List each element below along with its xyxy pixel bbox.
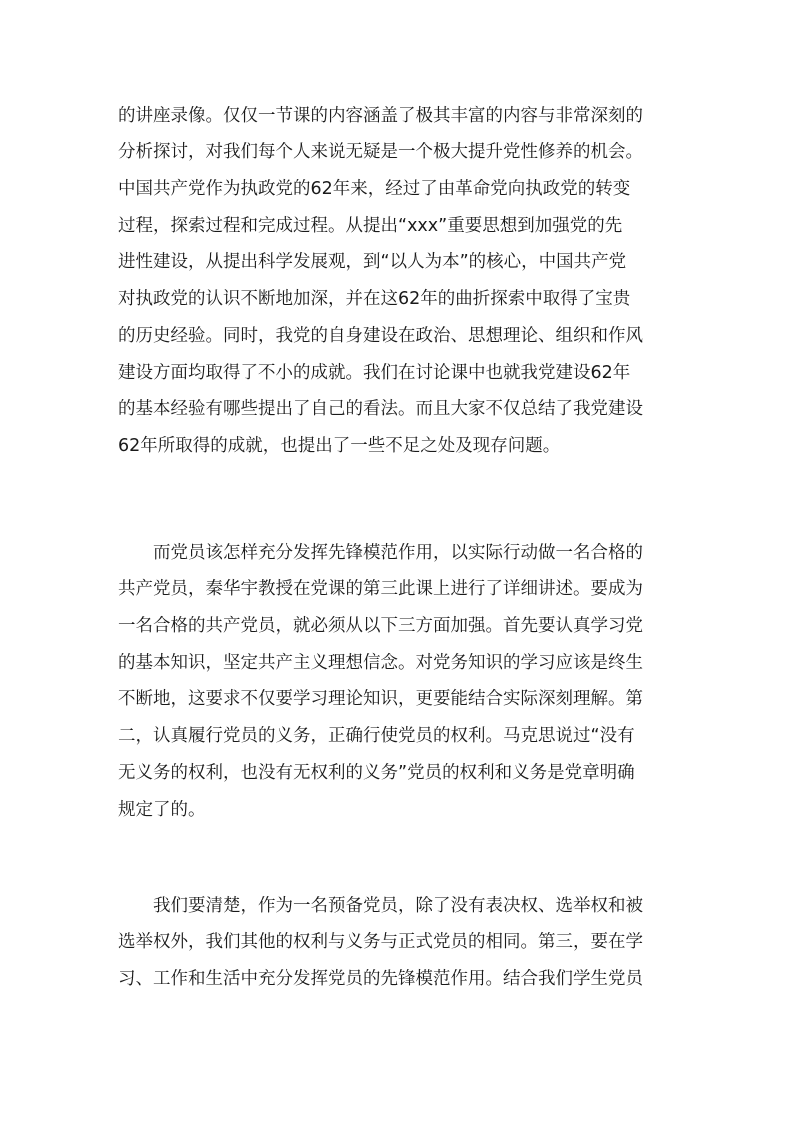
paragraph-line: 的讲座录像。仅仅一节课的内容涵盖了极其丰富的内容与非常深刻的 [118,106,643,126]
paragraph-line: 而党员该怎样充分发挥先锋模范作用，以实际行动做一名合格的 [118,543,643,563]
paragraph-line: 的基本知识，坚定共产主义理想信念。对党务知识的学习应该是终生 [118,653,643,673]
paragraph-line: 的基本经验有哪些提出了自己的看法。而且大家不仅总结了我党建设 [118,399,643,419]
paragraph-line: 不断地，这要求不仅要学习理论知识，更要能结合实际深刻理解。第 [118,689,643,709]
paragraph-line: 对执政党的认识不断地加深，并在这62年的曲折探索中取得了宝贵 [118,289,631,309]
paragraph-line: 习、工作和生活中充分发挥党员的先锋模范作用。结合我们学生党员 [118,969,643,989]
paragraph-line: 共产党员，秦华宇教授在党课的第三此课上进行了详细讲述。要成为 [118,579,643,599]
paragraph-line: 过程，探索过程和完成过程。从提出“xxx”重要思想到加强党的先 [118,216,623,236]
paragraph-line: 无义务的权利，也没有无权利的义务”党员的权利和义务是党章明确 [118,763,635,783]
paragraph-line: 二，认真履行党员的义务，正确行使党员的权利。马克思说过“没有 [118,726,635,746]
paragraph-line: 进性建设，从提出科学发展观，到“以人为本”的核心，中国共产党 [118,252,627,272]
paragraph-line: 一名合格的共产党员，就必须从以下三方面加强。首先要认真学习党 [118,616,643,636]
paragraph-line: 建设方面均取得了不小的成就。我们在讨论课中也就我党建设62年 [118,363,631,383]
paragraph-line: 中国共产党作为执政党的62年来，经过了由革命党向执政党的转变 [118,179,631,199]
paragraph-line: 62年所取得的成就，也提出了一些不足之处及现存问题。 [118,436,561,456]
paragraph-line: 分析探讨，对我们每个人来说无疑是一个极大提升党性修养的机会。 [118,142,643,162]
paragraph-line: 选举权外，我们其他的权利与义务与正式党员的相同。第三，要在学 [118,932,643,952]
paragraph-line: 规定了的。 [118,800,206,820]
paragraph-line: 我们要清楚，作为一名预备党员，除了没有表决权、选举权和被 [118,896,643,916]
paragraph-line: 的历史经验。同时，我党的自身建设在政治、思想理论、组织和作风 [118,326,643,346]
